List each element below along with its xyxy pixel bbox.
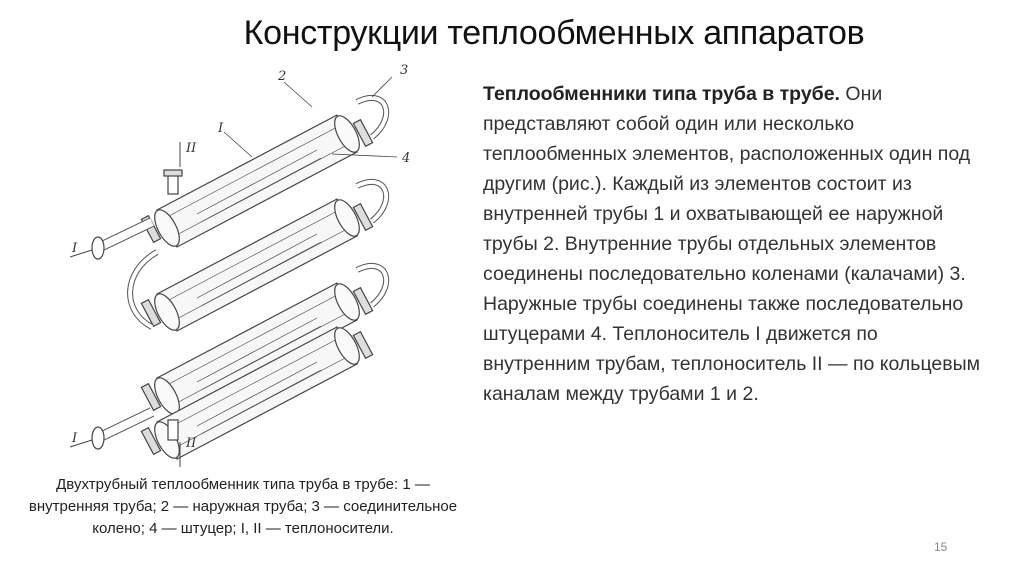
label-3: 3 <box>400 63 409 78</box>
label-roman-1-top: I <box>218 121 224 136</box>
label-2: 2 <box>278 69 287 84</box>
slide-title: Конструкции теплообменных аппаратов <box>243 14 865 52</box>
figure-caption: Двухтрубный теплообменник типа труба в трубе: 1 — внутренняя труба; 2 — наружная труба; 3 — соединительное колено; 4 — штуцер; I, II — теплоносители. <box>28 476 458 537</box>
heat-exchanger-diagram <box>52 62 432 472</box>
description-heading: Теплообменники типа труба в трубе. <box>483 83 840 105</box>
label-4: 4 <box>402 151 411 166</box>
page-number: 15 <box>934 540 948 554</box>
label-roman-1-bottom: I <box>72 431 78 446</box>
description-text <box>483 79 983 409</box>
label-roman-2-bottom: II <box>186 436 197 451</box>
label-roman-2-top: II <box>186 141 197 156</box>
label-roman-1-left: I <box>72 241 78 256</box>
description-body: Они представляют собой один или несколько теплообменных элементов, расположенных один под другим (рис.). Каждый из элементов состоит из внутренней трубы 1 и охватывающей ее наружной трубы 2. Внутренние трубы отдельных элементов соединены последовательно коленами (калачами) 3. Наружные трубы соединены также последовательно штуцерами 4. Теплоноситель I движется по внутренним трубам, теплоноситель II — по кольцевым каналам между трубами 1 и 2. <box>483 83 981 405</box>
